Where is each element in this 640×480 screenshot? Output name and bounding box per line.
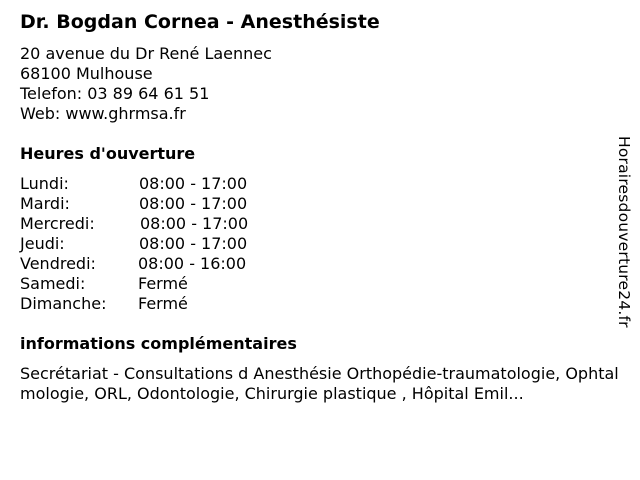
- hours-row-tuesday: [20, 194, 280, 214]
- day-label: Mercredi:: [20, 214, 95, 233]
- hours-row-friday: [20, 254, 280, 274]
- time-value: Fermé: [138, 274, 188, 293]
- opening-hours-table: [20, 174, 280, 314]
- time-value: Fermé: [138, 294, 188, 313]
- day-label: Vendredi:: [20, 254, 96, 273]
- hours-row-saturday: [20, 274, 280, 294]
- day-label: Mardi:: [20, 194, 70, 213]
- website: Web: www.ghrmsa.fr: [20, 104, 186, 123]
- day-label: Jeudi:: [20, 234, 65, 253]
- phone-number: Telefon: 03 89 64 61 51: [20, 84, 210, 103]
- hours-row-thursday: [20, 234, 280, 254]
- opening-hours-heading: Heures d'ouverture: [20, 144, 196, 163]
- hours-row-wednesday: [20, 214, 280, 234]
- page-title: Dr. Bogdan Cornea - Anesthésiste: [20, 11, 380, 33]
- additional-info-text: Secrétariat - Consultations d Anesthésie Orthopédie-traumatologie, Ophtalmologie, ORL, Odontologie, Chirurgie plastique , Hôpital Emil...: [20, 364, 619, 403]
- site-watermark: Horairesdouverture24.fr: [615, 136, 633, 328]
- time-value: 08:00 - 17:00: [139, 234, 248, 253]
- time-value: 08:00 - 17:00: [139, 194, 248, 213]
- time-value: 08:00 - 16:00: [138, 254, 247, 273]
- time-value: 08:00 - 17:00: [139, 174, 248, 193]
- address-block: [20, 44, 272, 124]
- additional-info-heading: informations complémentaires: [20, 334, 297, 353]
- hours-row-monday: [20, 174, 280, 194]
- day-label: Lundi:: [20, 174, 69, 193]
- day-label: Dimanche:: [20, 294, 107, 313]
- address-city: 68100 Mulhouse: [20, 64, 153, 83]
- time-value: 08:00 - 17:00: [140, 214, 249, 233]
- day-label: Samedi:: [20, 274, 86, 293]
- hours-row-sunday: [20, 294, 280, 314]
- address-street: 20 avenue du Dr René Laennec: [20, 44, 272, 63]
